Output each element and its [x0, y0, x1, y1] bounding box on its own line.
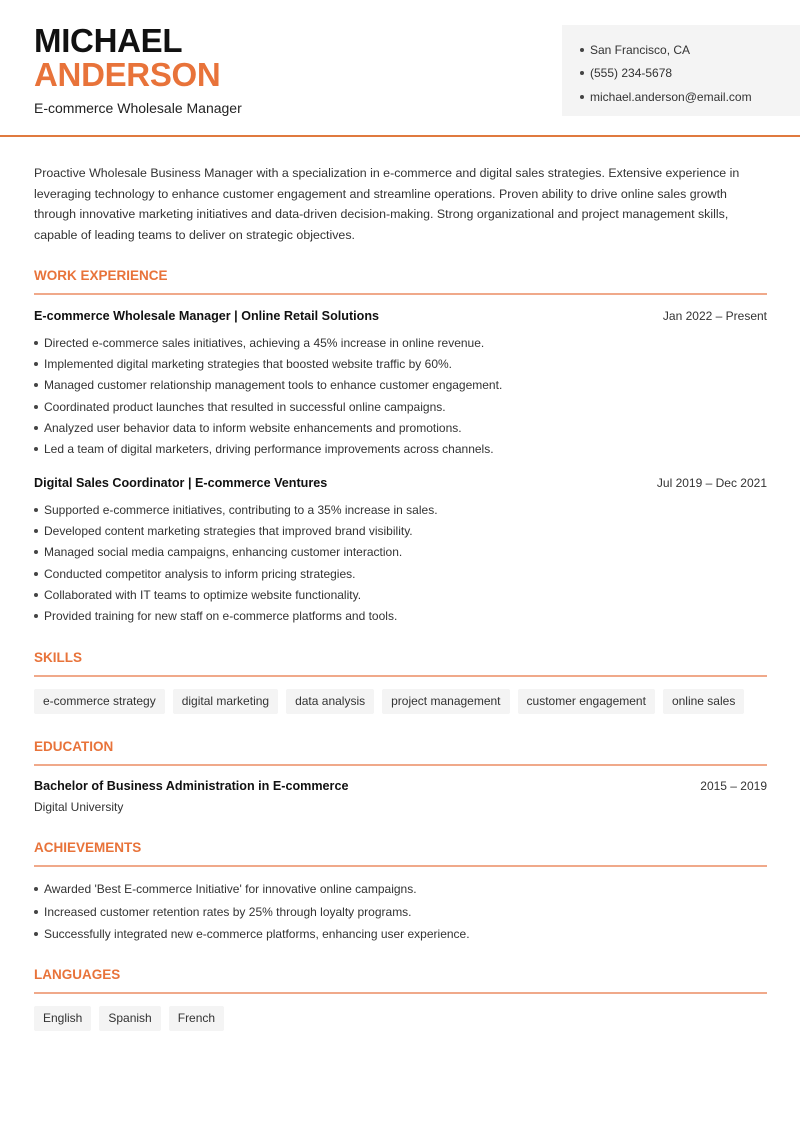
bullet-icon: [34, 887, 38, 891]
list-item: Led a team of digital marketers, driving performance improvements across channels.: [34, 438, 767, 459]
achievements-list: [34, 878, 767, 946]
job-header: [34, 476, 767, 490]
contact-phone: [580, 62, 800, 86]
languages-list: [34, 1006, 224, 1031]
list-item: Collaborated with IT teams to optimize website functionality.: [34, 584, 767, 605]
bullet-icon: [34, 341, 38, 345]
school-name: Digital University: [34, 800, 124, 814]
professional-summary: Proactive Wholesale Business Manager with a specialization in e-commerce and digital sales strategies. Extensive experience in leveraging technology to enhance customer engagement and streamline operations. Proven ability to drive online sales growth through innovative marketing initiatives and data-driven decision-making. Strong organizational and project management skills, capable of leading teams to deliver on strategic objectives.: [34, 166, 740, 243]
list-item: Coordinated product launches that resulted in successful online campaigns.: [34, 396, 767, 417]
bullet-icon: [34, 614, 38, 618]
degree: Bachelor of Business Administration in E-commerce: [34, 779, 349, 793]
phone-text: (555) 234-5678: [590, 66, 673, 81]
language-tag: Spanish: [99, 1006, 160, 1031]
list-item: Conducted competitor analysis to inform pricing strategies.: [34, 563, 767, 584]
language-tag: English: [34, 1006, 91, 1031]
name-block: [34, 24, 242, 116]
skill-tag: e-commerce strategy: [34, 689, 165, 714]
section-title-skills: SKILLS: [34, 650, 83, 665]
section-divider: [34, 293, 767, 295]
location-text: San Francisco, CA: [590, 42, 691, 57]
section-divider: [34, 865, 767, 867]
list-item: Awarded 'Best E-commerce Initiative' for innovative online campaigns.: [34, 878, 767, 901]
bullet-icon: [34, 362, 38, 366]
contact-location: [580, 38, 800, 62]
skill-tag: digital marketing: [173, 689, 278, 714]
bullet-icon: [34, 572, 38, 576]
job-bullets: [34, 499, 767, 627]
list-item: Analyzed user behavior data to inform website enhancements and promotions.: [34, 417, 767, 438]
bullet-icon: [34, 529, 38, 533]
list-item: Directed e-commerce sales initiatives, achieving a 45% increase in online revenue.: [34, 332, 767, 353]
bullet-icon: [34, 447, 38, 451]
section-title-work-experience: WORK EXPERIENCE: [34, 268, 168, 283]
email-text: michael.anderson@email.com: [590, 89, 752, 104]
job-bullets: [34, 332, 767, 460]
bullet-icon: [34, 508, 38, 512]
skill-tag: project management: [382, 689, 509, 714]
section-title-education: EDUCATION: [34, 739, 114, 754]
education-header: [34, 779, 767, 793]
contact-email: [580, 85, 800, 109]
bullet-icon: [34, 910, 38, 914]
first-name: MICHAEL: [34, 22, 183, 59]
education-dates: 2015 – 2019: [700, 779, 767, 793]
contact-box: [562, 25, 800, 116]
last-name: ANDERSON: [34, 56, 221, 93]
resume-header: [0, 0, 800, 137]
list-item: Increased customer retention rates by 25% through loyalty programs.: [34, 901, 767, 924]
list-item: Managed social media campaigns, enhancing customer interaction.: [34, 542, 767, 563]
section-title-languages: LANGUAGES: [34, 967, 121, 982]
bullet-icon: [34, 426, 38, 430]
job-role: Digital Sales Coordinator | E-commerce Ventures: [34, 476, 328, 490]
list-item: Provided training for new staff on e-commerce platforms and tools.: [34, 605, 767, 626]
list-item: Developed content marketing strategies that improved brand visibility.: [34, 520, 767, 541]
job-dates: Jul 2019 – Dec 2021: [656, 476, 767, 490]
list-item: Successfully integrated new e-commerce platforms, enhancing user experience.: [34, 923, 767, 946]
section-divider: [34, 992, 767, 994]
skill-tag: online sales: [663, 689, 744, 714]
section-title-achievements: ACHIEVEMENTS: [34, 840, 142, 855]
bullet-icon: [580, 71, 584, 75]
list-item: Supported e-commerce initiatives, contributing to a 35% increase in sales.: [34, 499, 767, 520]
language-tag: French: [169, 1006, 224, 1031]
bullet-icon: [34, 405, 38, 409]
skills-list: [34, 689, 744, 714]
bullet-icon: [580, 48, 584, 52]
job-header: [34, 309, 767, 323]
list-item: Managed customer relationship management tools to enhance customer engagement.: [34, 375, 767, 396]
bullet-icon: [34, 550, 38, 554]
section-divider: [34, 675, 767, 677]
bullet-icon: [580, 95, 584, 99]
list-item: Implemented digital marketing strategies that boosted website traffic by 60%.: [34, 353, 767, 374]
job-role: E-commerce Wholesale Manager | Online Retail Solutions: [34, 309, 380, 323]
bullet-icon: [34, 593, 38, 597]
bullet-icon: [34, 383, 38, 387]
skill-tag: customer engagement: [518, 689, 655, 714]
section-divider: [34, 764, 767, 766]
skill-tag: data analysis: [286, 689, 374, 714]
bullet-icon: [34, 932, 38, 936]
job-title: E-commerce Wholesale Manager: [34, 100, 242, 116]
job-dates: Jan 2022 – Present: [662, 309, 767, 323]
